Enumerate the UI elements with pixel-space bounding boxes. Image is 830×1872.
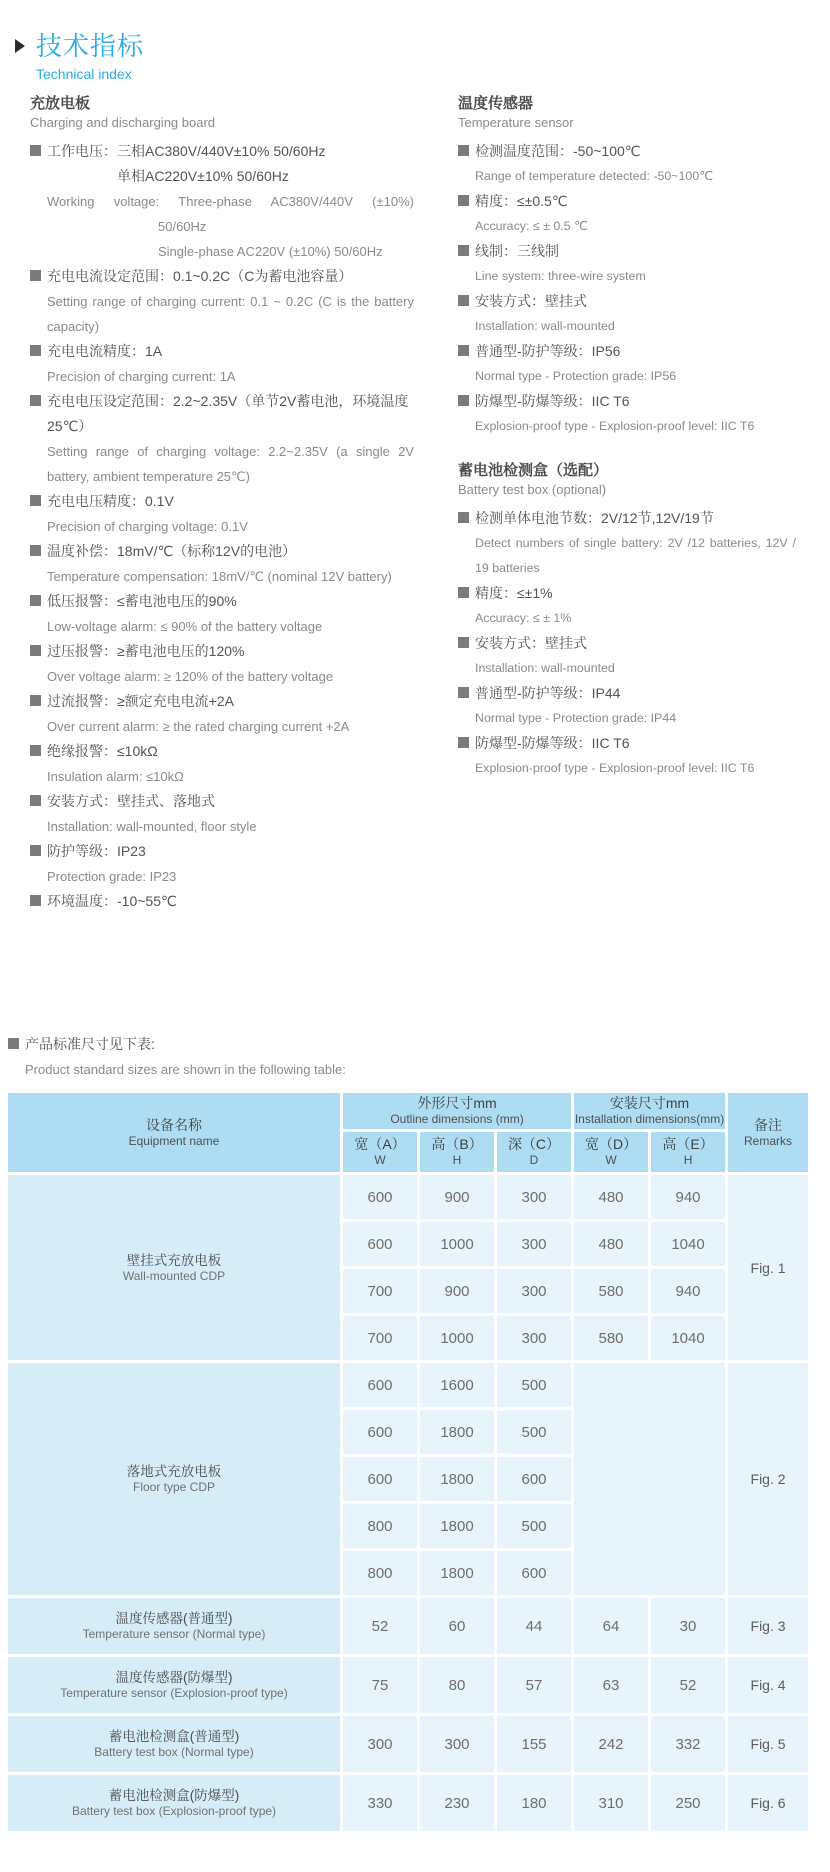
bullet-icon bbox=[458, 145, 469, 156]
spec-line: Range of temperature detected: -50~100℃ bbox=[475, 169, 714, 183]
bullet-icon bbox=[30, 695, 41, 706]
dimension-value-cell: 1040 bbox=[651, 1316, 725, 1360]
equipment-name-zh: 蓄电池检测盒(普通型) bbox=[108, 1729, 240, 1744]
spec-text: 充电电压精度：0.1V bbox=[47, 493, 174, 509]
spec-line: Detect numbers of single battery: 2V /12 batteries, 12V / 19 batteries bbox=[475, 536, 796, 575]
spec-line: 50/60Hz bbox=[158, 219, 207, 234]
equipment-name-zh: 落地式充放电板 bbox=[126, 1464, 222, 1479]
dimension-value-cell: 330 bbox=[343, 1775, 417, 1831]
dimension-value-cell: 57 bbox=[497, 1657, 571, 1713]
equipment-name-cell bbox=[8, 1775, 340, 1831]
spec-text: 工作电压：三相AC380V/440V±10% 50/60Hz bbox=[47, 143, 326, 159]
spec-line: Line system: three-wire system bbox=[475, 269, 646, 283]
dimension-value-cell: 500 bbox=[497, 1363, 571, 1407]
dimension-value-cell: 250 bbox=[651, 1775, 725, 1831]
equipment-name-cell bbox=[8, 1716, 340, 1772]
spec-line: Insulation alarm: ≤10kΩ bbox=[47, 769, 184, 784]
spec-line bbox=[30, 589, 414, 614]
spec-line bbox=[458, 239, 796, 264]
bullet-icon bbox=[458, 195, 469, 206]
spec-line bbox=[458, 189, 796, 214]
bullet-icon bbox=[30, 495, 41, 506]
equipment-name-en: Floor type CDP bbox=[132, 1480, 216, 1494]
remark-cell: Fig. 1 bbox=[728, 1175, 808, 1360]
dimension-value-cell: 310 bbox=[574, 1775, 648, 1831]
spec-line bbox=[30, 489, 414, 514]
bullet-icon bbox=[458, 737, 469, 748]
remarks-header bbox=[728, 1093, 808, 1172]
size-table bbox=[5, 1090, 811, 1834]
equipment-name-en: Temperature sensor (Explosion-proof type) bbox=[60, 1686, 288, 1700]
dimension-value-cell: 600 bbox=[497, 1551, 571, 1595]
remark-cell: Fig. 4 bbox=[728, 1657, 808, 1713]
equipment-name-cell bbox=[8, 1363, 340, 1595]
spec-column-charging-board bbox=[30, 94, 414, 914]
header-text-zh: 设备名称 bbox=[146, 1116, 202, 1133]
spec-line bbox=[458, 289, 796, 314]
spec-line bbox=[30, 689, 414, 714]
spec-line bbox=[458, 506, 796, 531]
dimension-value-cell: 64 bbox=[574, 1598, 648, 1654]
empty-cell bbox=[574, 1363, 725, 1595]
header-text-zh: 外形尺寸mm bbox=[417, 1095, 497, 1111]
dimension-value-cell: 63 bbox=[574, 1657, 648, 1713]
spec-line bbox=[458, 731, 796, 756]
spec-text: 安装方式：壁挂式 bbox=[475, 635, 587, 651]
spec-line bbox=[30, 639, 414, 664]
bullet-icon bbox=[30, 645, 41, 656]
spec-line: Setting range of charging current: 0.1 ~ 0.2C (C is the battery capacity) bbox=[47, 294, 414, 334]
page-title: 技术指标 bbox=[36, 31, 145, 61]
spec-line: Single-phase AC220V (±10%) 50/60Hz bbox=[158, 244, 383, 259]
bullet-icon bbox=[30, 845, 41, 856]
spec-line: 单相AC220V±10% 50/60Hz bbox=[117, 168, 289, 184]
spec-line: Precision of charging current: 1A bbox=[47, 369, 236, 384]
dimension-value-cell: 300 bbox=[497, 1316, 571, 1360]
dimension-value-cell: 900 bbox=[420, 1269, 494, 1313]
bullet-icon bbox=[458, 637, 469, 648]
dimension-value-cell: 900 bbox=[420, 1175, 494, 1219]
spec-text: 安装方式：壁挂式 bbox=[475, 293, 587, 309]
equipment-name-cell bbox=[8, 1598, 340, 1654]
table-row bbox=[8, 1598, 808, 1654]
dimension-value-cell: 300 bbox=[497, 1269, 571, 1313]
dimension-value-cell: 600 bbox=[343, 1175, 417, 1219]
dimension-value-cell: 1800 bbox=[420, 1504, 494, 1548]
header-text-en: W bbox=[605, 1153, 617, 1167]
spec-text: 普通型-防护等级：IP56 bbox=[475, 343, 621, 359]
bullet-icon bbox=[30, 795, 41, 806]
spec-line bbox=[30, 739, 414, 764]
dimension-value-cell: 700 bbox=[343, 1269, 417, 1313]
bullet-icon bbox=[30, 395, 41, 406]
table-note bbox=[0, 1032, 830, 1082]
spec-line: Normal type - Protection grade: IP56 bbox=[475, 369, 677, 383]
dimension-value-cell: 940 bbox=[651, 1175, 725, 1219]
spec-text: 充电电压设定范围：2.2~2.35V（单节2V蓄电池，环境温度25℃） bbox=[47, 393, 409, 434]
spec-text: 充电电流精度：1A bbox=[47, 343, 163, 359]
spec-text: 绝缘报警：≤10kΩ bbox=[47, 743, 158, 759]
spec-line: Protection grade: IP23 bbox=[47, 869, 177, 884]
header-text-zh: 深（C） bbox=[507, 1136, 561, 1152]
dimension-value-cell: 1000 bbox=[420, 1222, 494, 1266]
header-text-en: W bbox=[374, 1153, 386, 1167]
spec-line bbox=[458, 581, 796, 606]
equipment-name-en: Wall-mounted CDP bbox=[122, 1268, 226, 1283]
spec-text: 过压报警：≥蓄电池电压的120% bbox=[47, 643, 245, 659]
section-title-en: Battery test box (optional) bbox=[458, 482, 607, 497]
spec-line: Temperature compensation: 18mV/℃ (nominal 12V battery) bbox=[47, 569, 392, 584]
equipment-name-en: Battery test box (Explosion-proof type) bbox=[71, 1804, 277, 1818]
dimension-value-cell: 60 bbox=[420, 1598, 494, 1654]
section-title-en: Temperature sensor bbox=[458, 115, 574, 130]
dimension-value-cell: 52 bbox=[343, 1598, 417, 1654]
table-row bbox=[8, 1775, 808, 1831]
header-text-zh: 安装尺寸mm bbox=[609, 1095, 690, 1111]
spec-line bbox=[458, 339, 796, 364]
dimension-value-cell: 800 bbox=[343, 1504, 417, 1548]
spec-line: Installation: wall-mounted, floor style bbox=[47, 819, 257, 834]
col-header-height-e bbox=[651, 1132, 725, 1172]
page-header bbox=[0, 26, 830, 82]
spec-line: Explosion-proof type - Explosion-proof level: IIC T6 bbox=[475, 761, 755, 775]
equipment-name-en: Battery test box (Normal type) bbox=[94, 1745, 254, 1759]
dimension-value-cell: 180 bbox=[497, 1775, 571, 1831]
section-title-zh: 充放电板 bbox=[30, 95, 91, 112]
spec-columns bbox=[0, 94, 830, 914]
header-text-zh: 宽（A） bbox=[354, 1136, 406, 1152]
spec-text: 精度：≤±1% bbox=[475, 585, 553, 601]
spec-text: 充电电流设定范围：0.1~0.2C（C为蓄电池容量） bbox=[47, 268, 353, 284]
spec-line: Low-voltage alarm: ≤ 90% of the battery voltage bbox=[47, 619, 323, 634]
section-battery-test-box bbox=[458, 461, 796, 781]
spec-text: 低压报警：≤蓄电池电压的90% bbox=[47, 593, 237, 609]
spec-line bbox=[458, 631, 796, 656]
bullet-icon bbox=[8, 1038, 19, 1049]
header-text-en: H bbox=[683, 1153, 693, 1167]
spec-line: Installation: wall-mounted bbox=[475, 661, 615, 675]
spec-text: 温度补偿：18mV/℃（标称12V的电池） bbox=[47, 543, 297, 559]
dimension-value-cell: 30 bbox=[651, 1598, 725, 1654]
spec-line: Installation: wall-mounted bbox=[475, 319, 615, 333]
spec-line: Setting range of charging voltage: 2.2~2.35V (a single 2V battery, ambient temperature 25℃) bbox=[47, 444, 414, 484]
dimension-value-cell: 80 bbox=[420, 1657, 494, 1713]
remark-cell: Fig. 3 bbox=[728, 1598, 808, 1654]
dimension-value-cell: 480 bbox=[574, 1222, 648, 1266]
equipment-name-zh: 温度传感器(防爆型) bbox=[115, 1670, 233, 1685]
spec-line: Precision of charging voltage: 0.1V bbox=[47, 519, 248, 534]
spec-line bbox=[30, 139, 414, 164]
header-text-zh: 备注 bbox=[754, 1116, 783, 1133]
dimension-value-cell: 580 bbox=[574, 1269, 648, 1313]
equipment-name-header bbox=[8, 1093, 340, 1172]
dimension-value-cell: 800 bbox=[343, 1551, 417, 1595]
dimension-value-cell: 600 bbox=[343, 1410, 417, 1454]
header-text-zh: 高（E） bbox=[662, 1136, 714, 1152]
col-header-width-a bbox=[343, 1132, 417, 1172]
bullet-icon bbox=[458, 687, 469, 698]
dimension-value-cell: 300 bbox=[343, 1716, 417, 1772]
header-text-en: D bbox=[529, 1153, 539, 1167]
dimension-value-cell: 300 bbox=[497, 1175, 571, 1219]
section-title-zh: 蓄电池检测盒（选配） bbox=[458, 462, 609, 479]
spec-line: Accuracy: ≤ ± 1% bbox=[475, 611, 572, 625]
equipment-name-zh: 蓄电池检测盒(防爆型) bbox=[108, 1788, 240, 1803]
header-text-en: Remarks bbox=[744, 1133, 793, 1148]
dimension-value-cell: 1040 bbox=[651, 1222, 725, 1266]
spec-text: 检测温度范围：-50~100℃ bbox=[475, 143, 641, 159]
spec-text: 防爆型-防爆等级：IIC T6 bbox=[475, 393, 630, 409]
dimension-value-cell: 1800 bbox=[420, 1457, 494, 1501]
header-text-en: Outline dimensions (mm) bbox=[390, 1112, 524, 1126]
header-text-en: Equipment name bbox=[128, 1133, 220, 1148]
dimension-value-cell: 52 bbox=[651, 1657, 725, 1713]
bullet-icon bbox=[458, 587, 469, 598]
equipment-name-en: Temperature sensor (Normal type) bbox=[82, 1627, 266, 1641]
spec-line bbox=[30, 389, 414, 439]
spec-line bbox=[458, 389, 796, 414]
spec-text: 环境温度：-10~55℃ bbox=[47, 893, 177, 909]
dimension-value-cell: 44 bbox=[497, 1598, 571, 1654]
dimension-value-cell: 600 bbox=[343, 1222, 417, 1266]
table-row bbox=[8, 1716, 808, 1772]
header-text-en: H bbox=[452, 1153, 462, 1167]
dimension-value-cell: 230 bbox=[420, 1775, 494, 1831]
spec-line: Over voltage alarm: ≥ 120% of the battery voltage bbox=[47, 669, 334, 684]
dimension-value-cell: 75 bbox=[343, 1657, 417, 1713]
spec-line bbox=[30, 264, 414, 289]
dimension-value-cell: 1800 bbox=[420, 1551, 494, 1595]
bullet-icon bbox=[30, 145, 41, 156]
dimension-value-cell: 242 bbox=[574, 1716, 648, 1772]
remark-cell: Fig. 2 bbox=[728, 1363, 808, 1595]
bullet-icon bbox=[30, 270, 41, 281]
spec-text: 检测单体电池节数：2V/12节,12V/19节 bbox=[475, 510, 714, 526]
dimension-value-cell: 480 bbox=[574, 1175, 648, 1219]
bullet-icon bbox=[458, 245, 469, 256]
bullet-icon bbox=[458, 345, 469, 356]
spec-line: Working voltage: Three-phase AC380V/440V (±10%) bbox=[47, 194, 414, 209]
dimension-value-cell: 332 bbox=[651, 1716, 725, 1772]
bullet-icon bbox=[458, 512, 469, 523]
col-header-height-b bbox=[420, 1132, 494, 1172]
equipment-name-zh: 温度传感器(普通型) bbox=[115, 1611, 233, 1626]
section-title-en: Charging and discharging board bbox=[30, 115, 216, 130]
dimension-value-cell: 500 bbox=[497, 1504, 571, 1548]
spec-text: 普通型-防护等级：IP44 bbox=[475, 685, 621, 701]
section-arrow-icon bbox=[15, 39, 25, 53]
dimension-value-cell: 600 bbox=[497, 1457, 571, 1501]
bullet-icon bbox=[30, 895, 41, 906]
page-subtitle: Technical index bbox=[36, 66, 132, 82]
table-note-en: Product standard sizes are shown in the following table: bbox=[25, 1062, 346, 1077]
spec-line bbox=[30, 539, 414, 564]
spec-text: 防护等级：IP23 bbox=[47, 843, 146, 859]
spec-line bbox=[30, 339, 414, 364]
bullet-icon bbox=[30, 745, 41, 756]
col-header-depth-c bbox=[497, 1132, 571, 1172]
bullet-icon bbox=[30, 545, 41, 556]
spec-text: 过流报警：≥额定充电电流+2A bbox=[47, 693, 234, 709]
section-temperature-sensor bbox=[458, 94, 796, 439]
remark-cell: Fig. 5 bbox=[728, 1716, 808, 1772]
bullet-icon bbox=[458, 295, 469, 306]
spec-text: 精度：≤±0.5℃ bbox=[475, 193, 568, 209]
dimension-value-cell: 580 bbox=[574, 1316, 648, 1360]
bullet-icon bbox=[30, 345, 41, 356]
col-header-width-d bbox=[574, 1132, 648, 1172]
spec-text: 防爆型-防爆等级：IIC T6 bbox=[475, 735, 630, 751]
dimension-value-cell: 300 bbox=[497, 1222, 571, 1266]
dimension-value-cell: 155 bbox=[497, 1716, 571, 1772]
remark-cell: Fig. 6 bbox=[728, 1775, 808, 1831]
dimension-value-cell: 1600 bbox=[420, 1363, 494, 1407]
header-text-en: Installation dimensions(mm) bbox=[574, 1112, 725, 1126]
dimension-value-cell: 700 bbox=[343, 1316, 417, 1360]
spec-text: 产品标准尺寸见下表: bbox=[25, 1036, 155, 1052]
dimension-value-cell: 1000 bbox=[420, 1316, 494, 1360]
spec-text: 线制：三线制 bbox=[475, 243, 559, 259]
spec-line: Accuracy: ≤ ± 0.5 ℃ bbox=[475, 219, 588, 233]
spec-line bbox=[458, 139, 796, 164]
spec-column-sensor-testbox bbox=[458, 94, 796, 914]
table-note-zh bbox=[8, 1032, 830, 1057]
header-text-zh: 高（B） bbox=[431, 1136, 483, 1152]
spec-line: Explosion-proof type - Explosion-proof level: IIC T6 bbox=[475, 419, 755, 433]
dimension-value-cell: 600 bbox=[343, 1457, 417, 1501]
dimension-value-cell: 600 bbox=[343, 1363, 417, 1407]
spec-text: 安装方式：壁挂式、落地式 bbox=[47, 793, 215, 809]
table-row bbox=[8, 1363, 808, 1407]
installation-dimensions-header bbox=[574, 1093, 725, 1129]
equipment-name-zh: 壁挂式充放电板 bbox=[126, 1252, 222, 1268]
dimension-value-cell: 1800 bbox=[420, 1410, 494, 1454]
spec-line bbox=[30, 889, 414, 914]
table-row bbox=[8, 1657, 808, 1713]
section-title-zh: 温度传感器 bbox=[458, 95, 534, 112]
header-text-zh: 宽（D） bbox=[584, 1136, 638, 1152]
equipment-name-cell bbox=[8, 1657, 340, 1713]
bullet-icon bbox=[458, 395, 469, 406]
spec-line bbox=[30, 789, 414, 814]
dimension-value-cell: 940 bbox=[651, 1269, 725, 1313]
spec-line: Normal type - Protection grade: IP44 bbox=[475, 711, 677, 725]
table-row bbox=[8, 1175, 808, 1219]
bullet-icon bbox=[30, 595, 41, 606]
spec-line bbox=[30, 839, 414, 864]
spec-line: Over current alarm: ≥ the rated charging current +2A bbox=[47, 719, 350, 734]
spec-line bbox=[458, 681, 796, 706]
outline-dimensions-header bbox=[343, 1093, 571, 1129]
dimension-value-cell: 300 bbox=[420, 1716, 494, 1772]
equipment-name-cell bbox=[8, 1175, 340, 1360]
dimension-value-cell: 500 bbox=[497, 1410, 571, 1454]
